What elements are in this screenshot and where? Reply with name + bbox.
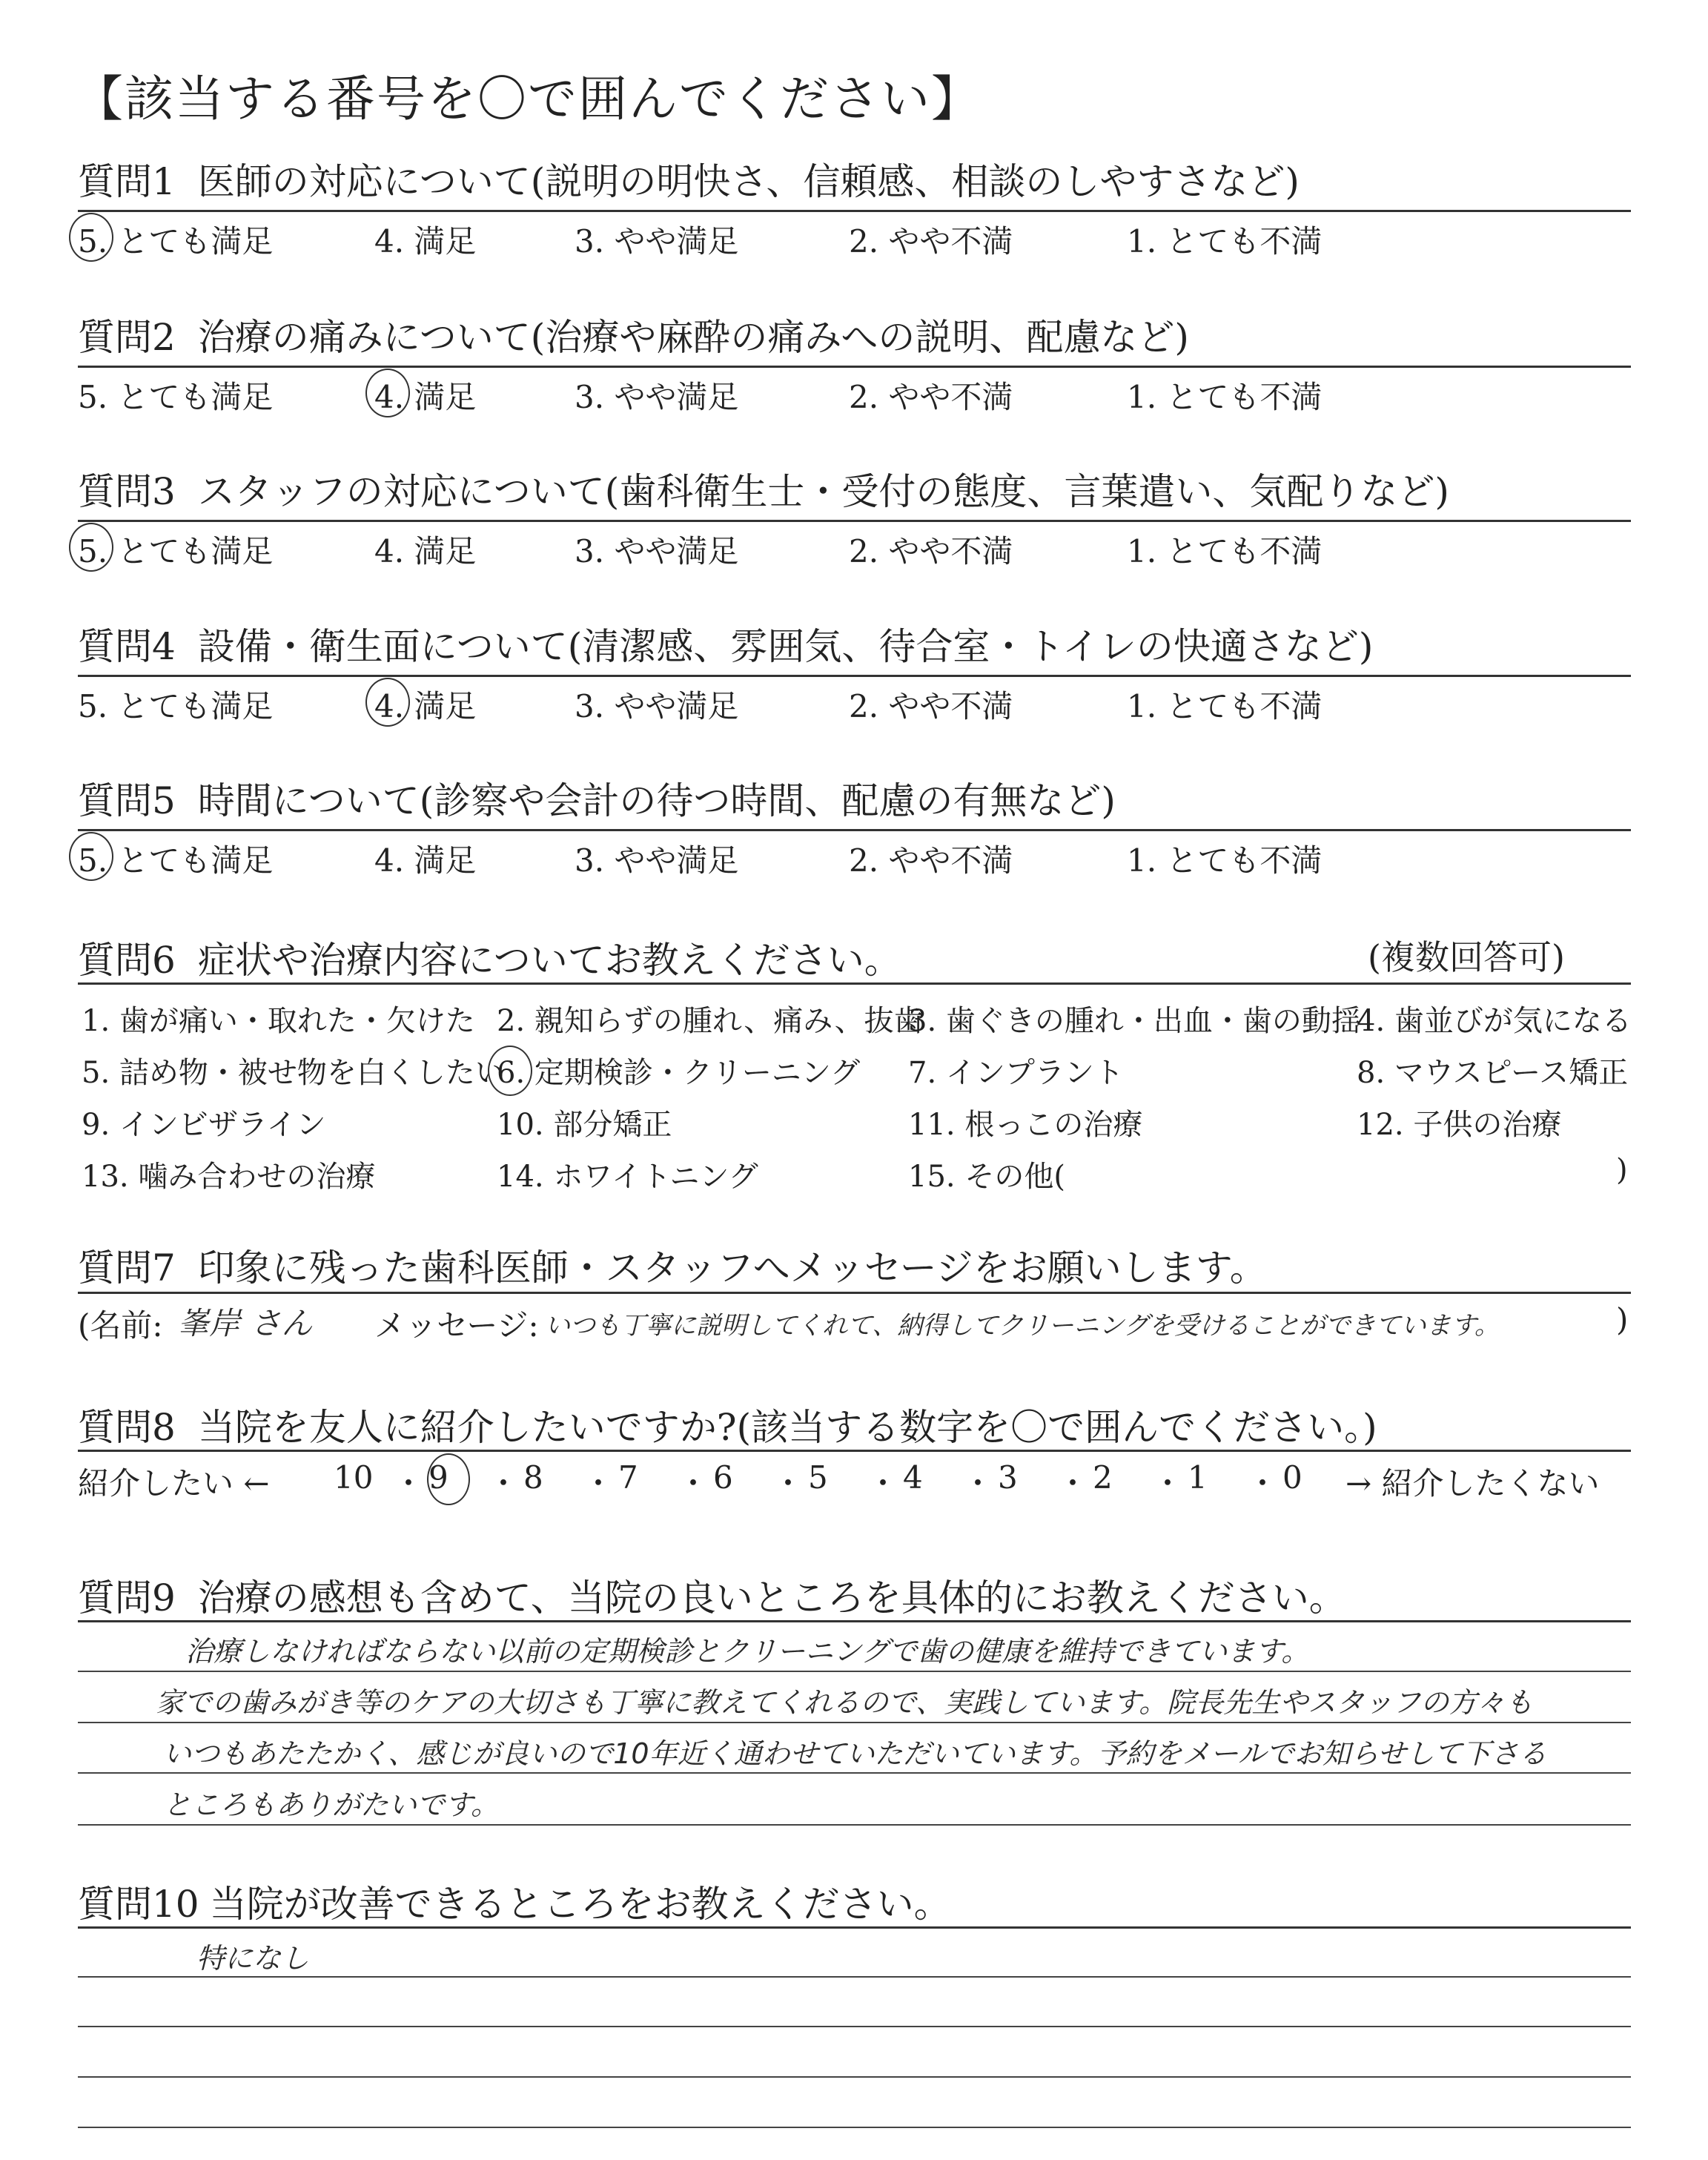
selected-circle xyxy=(365,678,410,727)
rating-option[interactable]: 1. とても不満 xyxy=(1127,223,1323,260)
q10-line-rule xyxy=(78,2076,1631,2078)
q10-label: 質問10 xyxy=(78,1883,199,1926)
rating-option[interactable]: 4. 満足 xyxy=(374,223,477,260)
question-rule xyxy=(78,210,1631,212)
selected-circle xyxy=(69,213,113,262)
q6-option[interactable]: 8. マウスピース矯正 xyxy=(1357,1056,1629,1090)
q9-answer-line: ところもありがたいです。 xyxy=(163,1789,499,1821)
q10-heading xyxy=(78,1875,951,1928)
q8-scale-dot: ・ xyxy=(962,1465,994,1502)
q8-right-label: → 紹介したくない xyxy=(1345,1465,1600,1502)
rating-option[interactable]: 1. とても不満 xyxy=(1127,842,1323,879)
rating-option[interactable]: 5. とても満足 xyxy=(78,223,274,260)
q10-line-rule xyxy=(78,1976,1631,1978)
q6-label: 質問6 xyxy=(78,939,176,982)
q9-text: 治療の感想も含めて、当院の良いところを具体的にお教えください。 xyxy=(197,1576,1346,1619)
q8-scale-number[interactable]: 8 xyxy=(523,1459,543,1496)
q7-name-label: (名前: xyxy=(78,1307,163,1344)
rating-option[interactable]: 2. やや不満 xyxy=(849,533,1013,569)
q9-heading xyxy=(78,1568,1346,1622)
rating-option[interactable]: 1. とても不満 xyxy=(1127,688,1323,724)
q9-label: 質問9 xyxy=(78,1576,176,1619)
selected-circle xyxy=(69,832,113,881)
rating-option[interactable]: 3. やや満足 xyxy=(575,379,739,415)
q8-scale-dot: ・ xyxy=(583,1465,615,1502)
question-text: 設備・衛生面について(清潔感、雰囲気、待合室・トイレの快適さなど) xyxy=(197,625,1374,668)
rating-option[interactable]: 3. やや満足 xyxy=(575,688,739,724)
rating-option[interactable]: 4. 満足 xyxy=(374,688,477,724)
q9-answer-line: いつもあたたかく、感じが良いので10年近く通わせていただいています。予約をメールでお知らせして下さる xyxy=(163,1737,1547,1770)
q6-option[interactable]: 2. 親知らずの腫れ、痛み、抜歯 xyxy=(497,1004,924,1038)
selected-circle xyxy=(365,369,410,417)
q10-line-rule xyxy=(78,2026,1631,2027)
q9-answer-line: 治療しなければならない以前の定期検診とクリーニングで歯の健康を維持できています。 xyxy=(185,1635,1310,1668)
q6-option[interactable]: 3. 歯ぐきの腫れ・出血・歯の動揺 xyxy=(908,1004,1361,1038)
q8-scale-number[interactable]: 9 xyxy=(428,1459,448,1496)
q8-scale-dot: ・ xyxy=(867,1465,899,1502)
q6-option[interactable]: 15. その他( xyxy=(908,1160,1065,1194)
q8-rule xyxy=(78,1450,1631,1452)
q6-text: 症状や治療内容についてお教えください。 xyxy=(197,939,901,982)
rating-option[interactable]: 3. やや満足 xyxy=(575,842,739,879)
q6-option[interactable]: 6. 定期検診・クリーニング xyxy=(497,1056,861,1090)
q6-option[interactable]: 14. ホワイトニング xyxy=(497,1160,758,1194)
rating-option[interactable]: 1. とても不満 xyxy=(1127,533,1323,569)
q6-option[interactable]: 1. 歯が痛い・取れた・欠けた xyxy=(82,1004,475,1038)
q8-label: 質問8 xyxy=(78,1406,176,1449)
q7-heading xyxy=(78,1238,1267,1292)
form-title: 【該当する番号を〇で囲んでください】 xyxy=(74,70,982,128)
q8-scale-number[interactable]: 3 xyxy=(998,1459,1018,1496)
q9-line-rule xyxy=(78,1772,1631,1774)
rating-option[interactable]: 1. とても不満 xyxy=(1127,379,1323,415)
q7-text: 印象に残った歯科医師・スタッフへメッセージをお願いします。 xyxy=(197,1246,1267,1289)
question-rule xyxy=(78,366,1631,368)
q8-text: 当院を友人に紹介したいですか?(該当する数字を〇で囲んでください。) xyxy=(197,1406,1377,1449)
rating-option[interactable]: 4. 満足 xyxy=(374,379,477,415)
question-heading xyxy=(78,462,1449,515)
q6-option[interactable]: 4. 歯並びが気になる xyxy=(1357,1004,1632,1038)
q8-scale-number[interactable]: 2 xyxy=(1093,1459,1113,1496)
q8-scale-dot: ・ xyxy=(1152,1465,1184,1502)
q7-rule xyxy=(78,1292,1631,1294)
question-text: 医師の対応について(説明の明快さ、信頼感、相談のしやすさなど) xyxy=(197,160,1300,203)
q6-option[interactable]: 12. 子供の治療 xyxy=(1357,1108,1562,1142)
q6-note: (複数回答可) xyxy=(1368,937,1565,977)
question-rule xyxy=(78,520,1631,522)
q8-scale-dot: ・ xyxy=(772,1465,804,1502)
q9-line-rule xyxy=(78,1722,1631,1723)
q8-scale-number[interactable]: 6 xyxy=(713,1459,733,1496)
question-rule xyxy=(78,829,1631,831)
rating-option[interactable]: 2. やや不満 xyxy=(849,379,1013,415)
q10-text: 当院が改善できるところをお教えください。 xyxy=(209,1883,951,1926)
question-label: 質問4 xyxy=(78,625,176,668)
q8-scale-number[interactable]: 7 xyxy=(618,1459,638,1496)
q6-option[interactable]: 7. インプラント xyxy=(908,1056,1124,1090)
q6-rule xyxy=(78,982,1631,985)
question-text: 時間について(診察や会計の待つ時間、配慮の有無など) xyxy=(197,779,1116,822)
question-label: 質問1 xyxy=(78,160,176,203)
rating-option[interactable]: 5. とても満足 xyxy=(78,842,274,879)
rating-option[interactable]: 2. やや不満 xyxy=(849,223,1013,260)
question-label: 質問2 xyxy=(78,316,176,359)
q8-scale-dot: ・ xyxy=(1057,1465,1089,1502)
q6-heading xyxy=(78,931,901,984)
question-heading xyxy=(78,152,1300,205)
question-rule xyxy=(78,675,1631,677)
q8-left-label: 紹介したい ← xyxy=(78,1465,270,1502)
q7-name-value: 峯岸 さん xyxy=(178,1305,313,1341)
q6-option[interactable]: 5. 詰め物・被せ物を白くしたい xyxy=(82,1056,505,1090)
question-text: スタッフの対応について(歯科衛生士・受付の態度、言葉遣い、気配りなど) xyxy=(197,470,1449,513)
rating-option[interactable]: 4. 満足 xyxy=(374,533,477,569)
question-heading xyxy=(78,308,1189,361)
question-label: 質問3 xyxy=(78,470,176,513)
q8-scale-number[interactable]: 0 xyxy=(1282,1459,1302,1496)
q6-option[interactable]: 13. 噛み合わせの治療 xyxy=(82,1160,376,1194)
q9-rule xyxy=(78,1620,1631,1622)
q8-scale-number[interactable]: 10 xyxy=(334,1459,374,1496)
question-heading xyxy=(78,771,1116,825)
rating-option[interactable]: 2. やや不満 xyxy=(849,842,1013,879)
rating-option[interactable]: 3. やや満足 xyxy=(575,533,739,569)
question-text: 治療の痛みについて(治療や麻酔の痛みへの説明、配慮など) xyxy=(197,316,1189,359)
q6-option[interactable]: 10. 部分矯正 xyxy=(497,1108,672,1142)
q6-option[interactable]: 11. 根っこの治療 xyxy=(908,1108,1143,1142)
q9-line-rule xyxy=(78,1671,1631,1672)
q10-rule xyxy=(78,1926,1631,1929)
q10-line-rule xyxy=(78,2127,1631,2128)
rating-option[interactable]: 3. やや満足 xyxy=(575,223,739,260)
rating-option[interactable]: 5. とても満足 xyxy=(78,379,274,415)
q6-option[interactable]: 9. インビザライン xyxy=(82,1108,326,1142)
q8-scale-number[interactable]: 1 xyxy=(1188,1459,1208,1496)
question-heading xyxy=(78,617,1373,670)
q6-close-paren: ) xyxy=(1616,1153,1628,1187)
q8-scale-dot: ・ xyxy=(393,1465,425,1502)
question-label: 質問5 xyxy=(78,779,176,822)
q8-heading xyxy=(78,1398,1377,1451)
rating-option[interactable]: 5. とても満足 xyxy=(78,688,274,724)
q7-message-label: メッセージ: xyxy=(374,1307,539,1344)
q8-selected-circle xyxy=(427,1453,470,1505)
q10-answer: 特になし xyxy=(196,1942,310,1975)
q8-scale-dot: ・ xyxy=(1247,1465,1279,1502)
rating-option[interactable]: 2. やや不満 xyxy=(849,688,1013,724)
q6-selected-circle xyxy=(488,1046,532,1096)
rating-option[interactable]: 4. 満足 xyxy=(374,842,477,879)
q7-message-value: いつも丁寧に説明してくれて、納得してクリーニングを受けることができています。 xyxy=(545,1311,1500,1341)
selected-circle xyxy=(69,523,113,572)
q8-scale-dot: ・ xyxy=(488,1465,520,1502)
q9-answer-line: 家での歯みがき等のケアの大切さも丁寧に教えてくれるので、実践しています。院長先生やスタッフの方々も xyxy=(156,1686,1534,1719)
q8-scale-number[interactable]: 4 xyxy=(903,1459,923,1496)
q9-line-rule xyxy=(78,1824,1631,1826)
rating-option[interactable]: 5. とても満足 xyxy=(78,533,274,569)
q7-close: ) xyxy=(1616,1301,1629,1338)
q7-label: 質問7 xyxy=(78,1246,176,1289)
q8-scale-dot: ・ xyxy=(678,1465,709,1502)
q8-scale-number[interactable]: 5 xyxy=(808,1459,828,1496)
